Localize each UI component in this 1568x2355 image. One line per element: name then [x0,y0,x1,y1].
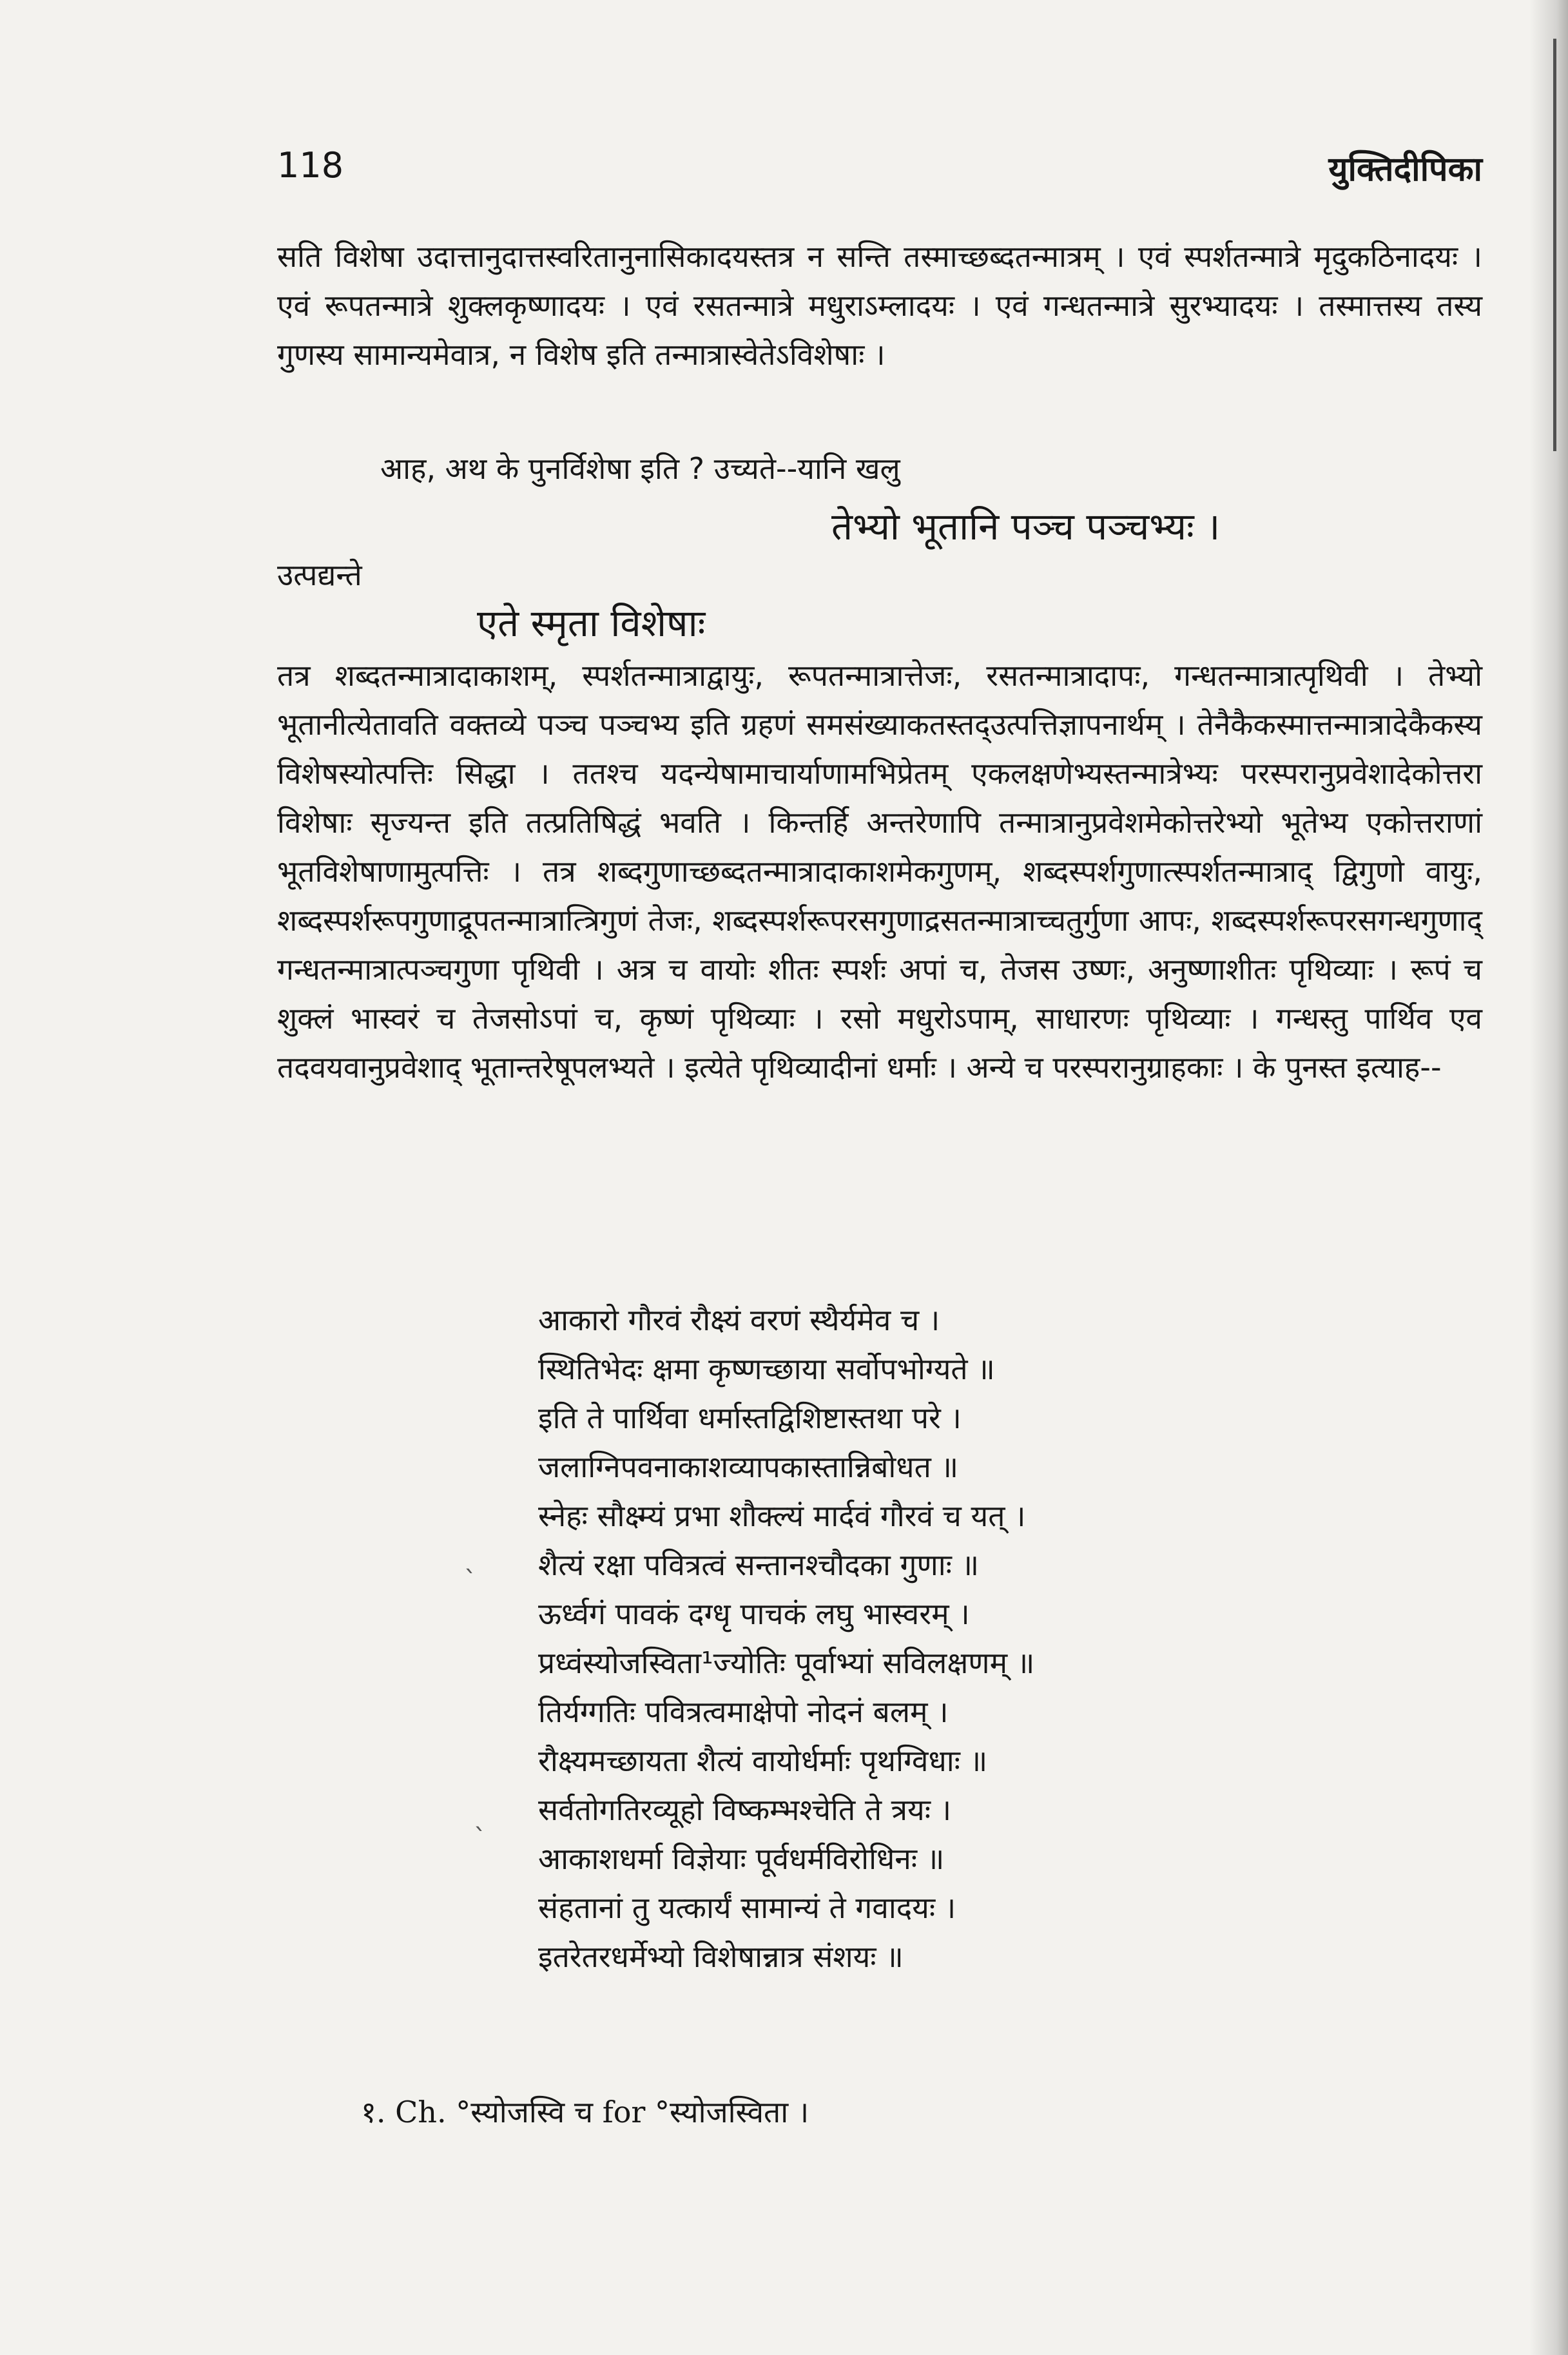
running-title: युक्तिदीपिका [1328,150,1482,189]
verse-line: रौक्ष्यमच्छायता शैत्यं वायोर्धर्माः पृथग्विधाः ॥ [538,1743,988,1778]
verse-line: ऊर्ध्वगं पावकं दग्धृ पाचकं लघु भास्वरम् । [538,1596,970,1631]
footnote: १. Ch. °स्योजस्वि च for °स्योजस्विता । [361,2095,809,2129]
verse-line: इति ते पार्थिवा धर्मास्तद्विशिष्टास्तथा परे । [538,1400,962,1435]
binding-edge-line [1553,39,1556,451]
stray-mark: ` [464,1566,477,1596]
page-header [277,145,1482,197]
verse-line: संहतानां तु यत्कार्यं सामान्यं ते गवादयः । [538,1890,956,1925]
verse-line: इतरेतरधर्मेभ्यो विशेषान्नात्र संशयः ॥ [538,1939,904,1974]
verse-line: आकाशधर्मा विज्ञेयाः पूर्वधर्मविरोधिनः ॥ [538,1841,945,1876]
verse-line: जलाग्निपवनाकाशव्यापकास्तान्निबोधत ॥ [538,1449,958,1484]
sutra-line-1: तेभ्यो भूतानि पञ्च पञ्चभ्यः । [831,505,1221,548]
question-line: आह, अथ के पुनर्विशेषा इति ? उच्यते--यानि खलु [380,451,900,486]
verse-line: शैत्यं रक्षा पवित्रत्वं सन्तानश्चौदका गुणाः ॥ [538,1547,980,1582]
page-edge-shadow [1529,0,1568,2355]
verse-line: स्नेहः सौक्ष्म्यं प्रभा शौक्ल्यं मार्दवं गौरवं च यत् । [538,1498,1026,1533]
verse-line: प्रध्वंस्योजस्विता¹ज्योतिः पूर्वाभ्यां सविलक्षणम् ॥ [538,1645,1035,1680]
sutra-line-2: एते स्मृता विशेषाः [477,601,706,645]
main-paragraph: तत्र शब्दतन्मात्रादाकाशम्, स्पर्शतन्मात्राद्वायुः, रूपतन्मात्रात्तेजः, रसतन्मात्रादापः, गन्धतन्मात्रात्पृथिवी । तेभ्यो भूतानीत्येतावति वक्तव्ये पञ्च पञ्चभ्य इति ग्रहणं समसंख्याकतस्तद्उत्पत्तिज्ञापनार्थम् । तेनैकैकस्मात्तन्मात्रादेकैकस्य विशेषस्योत्पत्तिः सिद्धा । ततश्च यदन्येषामाचार्याणामभिप्रेतम् एकलक्षणेभ्यस्तन्मात्रेभ्यः परस्परानुप्रवेशादेकोत्तरा विशेषाः सृज्यन्त इति तत्प्रतिषिद्धं भवति । किन्तर्हि अन्तरेणापि तन्मात्रानुप्रवेशमेकोत्तरेभ्यो भूतेभ्य एकोत्तराणां भूतविशेषाणामुत्पत्तिः । तत्र शब्दगुणाच्छब्दतन्मात्रादाकाशमेकगुणम्, शब्दस्पर्शगुणात्स्पर्शतन्मात्राद् द्विगुणो वायुः, शब्दस्पर्शरूपगुणाद्रूपतन्मात्रात्त्रिगुणं तेजः, शब्दस्पर्शरूपरसगुणाद्रसतन्मात्राच्चतुर्गुणा आपः, शब्दस्पर्शरूपरसगन्धगुणाद् गन्धतन्मात्रात्पञ्चगुणा पृथिवी । अत्र च वायोः शीतः स्पर्शः अपां च, तेजस उष्णः, अनुष्णाशीतः पृथिव्याः । रूपं च शुक्लं भास्वरं च तेजसोऽपां च, कृष्णं पृथिव्याः । रसो मधुरोऽपाम्, साधारणः पृथिव्याः । गन्धस्तु पार्थिव एव तदवयवानुप्रवेशाद् भूतान्तरेषूपलभ्यते । इत्येते पृथिव्यादीनां धर्माः । अन्ये च परस्परानुग्राहकाः । के पुनस्त इत्याह-- [277,658,1482,1085]
page-number: 118 [277,145,344,186]
verse-line: तिर्यग्गतिः पवित्रत्वमाक्षेपो नोदनं बलम् । [538,1694,949,1729]
verse-line: स्थितिभेदः क्षमा कृष्णच्छाया सर्वोपभोग्यते ॥ [538,1352,995,1386]
utpadyante-word: उत्पद्यन्ते [277,557,362,592]
stray-mark: ` [474,1824,487,1854]
verse-line: आकारो गौरवं रौक्ष्यं वरणं स्थैर्यमेव च । [538,1303,940,1337]
verse-line: सर्वतोगतिरव्यूहो विष्कम्भश्चेति ते त्रयः । [538,1792,952,1827]
verse-block [538,1295,1266,1981]
intro-paragraph: सति विशेषा उदात्तानुदात्तस्वरितानुनासिकादयस्तत्र न सन्ति तस्माच्छब्दतन्मात्रम् । एवं स्पर्शतन्मात्रे मृदुकठिनादयः । एवं रूपतन्मात्रे शुक्लकृष्णादयः । एवं रसतन्मात्रे मधुराऽम्लादयः । एवं गन्धतन्मात्रे सुरभ्यादयः । तस्मात्तस्य तस्य गुणस्य सामान्यमेवात्र, न विशेष इति तन्मात्रास्वेतेऽविशेषाः । [277,239,1482,372]
